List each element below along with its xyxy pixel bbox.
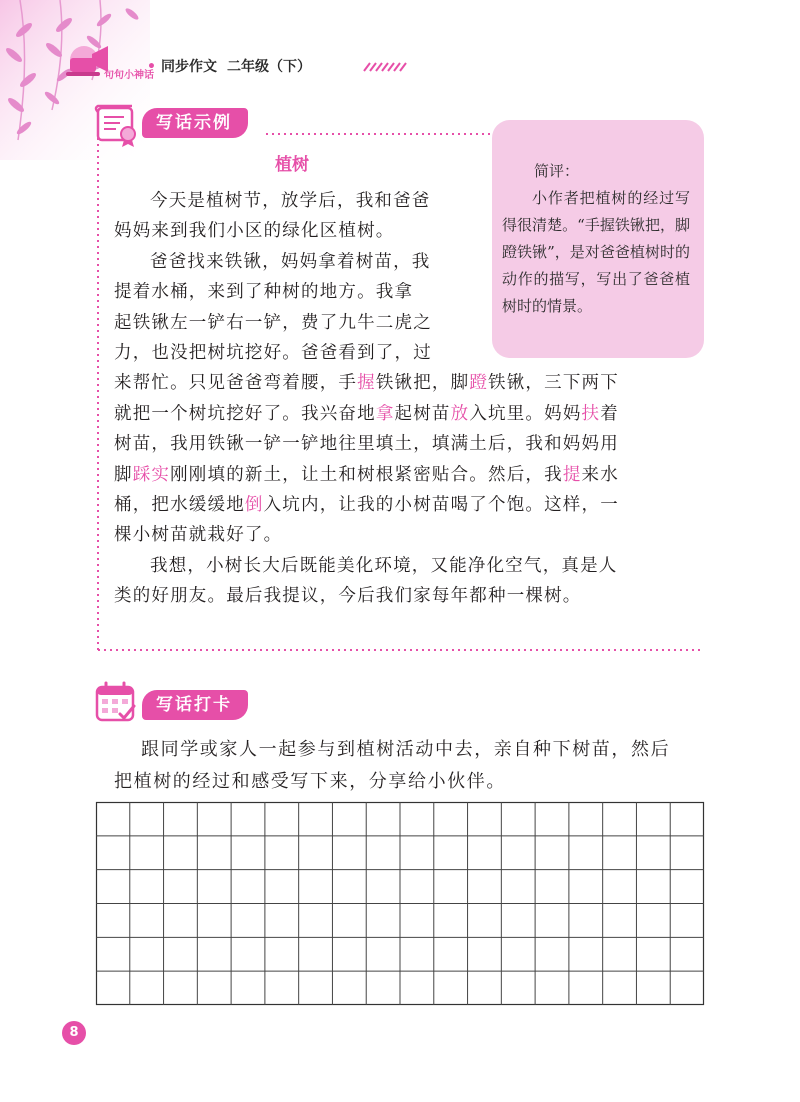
highlighted-verb: 扶 (581, 403, 601, 424)
certificate-icon (94, 104, 142, 148)
grade-label: 二年级（下） (226, 59, 311, 75)
essay-line (114, 338, 432, 368)
essay-text: 起树苗 (394, 403, 451, 424)
book-title: 同步作文 (160, 59, 217, 75)
essay-line (114, 308, 432, 338)
essay-text: 铁锹把，脚 (375, 373, 470, 394)
essay-text: 树苗，我用铁锹一铲一铲地往里填土，填满土后，我和妈妈用 (114, 434, 619, 455)
essay-text: 就把一个树坑挖好了。我兴奋地 (114, 403, 376, 424)
essay-line (114, 368, 619, 398)
essay-text: 力，也没把树坑挖好。爸爸看到了，过 (114, 343, 432, 363)
practice-section-label: 写话打卡 (142, 690, 248, 720)
highlighted-verb: 拿 (375, 403, 395, 424)
essay-text: 铁锹，三下两下 (488, 373, 619, 394)
header-text (142, 56, 311, 76)
header-dot: • (147, 59, 156, 75)
essay-line (150, 247, 431, 277)
series-logo-text: 句句小神话 (104, 70, 154, 81)
essay-line (114, 429, 619, 459)
essay-text: 来水 (581, 464, 619, 485)
essay-line (114, 216, 395, 246)
prompt-line-2: 把植树的经过和感受写下来，分享给小伙伴。 (114, 771, 506, 792)
highlighted-verb: 踩实 (132, 464, 171, 485)
highlighted-verb: 提 (562, 464, 582, 485)
page-number: 8 (62, 1021, 86, 1045)
essay-text: 类的好朋友。最后我提议，今后我们家每年都种一棵树。 (114, 586, 582, 607)
series-logo (62, 42, 154, 82)
essay-text: 脚 (114, 464, 133, 485)
essay-line (114, 399, 619, 429)
comment-body: 小作者把植树的经过写得很清楚。“手握铁锹把，脚蹬铁锹”，是对爸爸植树时的动作的描写，写出了爸爸植树时的情景。 (502, 189, 690, 315)
essay-text: 爸爸找来铁锹，妈妈拿着树苗，我 (150, 251, 431, 272)
essay-line (150, 551, 618, 581)
essay-text: 入坑内，让我的小树苗喝了个饱。这样，一 (263, 495, 619, 515)
essay-text: 着 (600, 403, 619, 424)
essay-text: 今天是植树节，放学后，我和爸爸 (150, 191, 431, 211)
essay-text: 棵小树苗就栽好了。 (114, 525, 283, 546)
highlighted-verb: 蹬 (469, 373, 489, 394)
essay-text: 提着水桶，来到了种树的地方。我拿 (114, 282, 414, 303)
essay-text: 起铁锹左一铲右一铲，费了九牛二虎之 (114, 312, 432, 333)
essay-text: 桶，把水缓缓地 (114, 495, 245, 515)
calendar-icon (94, 680, 138, 724)
highlighted-verb: 放 (450, 403, 470, 424)
essay-line (150, 186, 431, 216)
essay-text: 来帮忙。只见爸爸弯着腰，手 (114, 373, 358, 394)
comment-box (492, 120, 704, 358)
essay-text: 妈妈来到我们小区的绿化区植树。 (114, 221, 395, 242)
page-header (62, 42, 382, 84)
essay-title: 植树 (275, 155, 309, 175)
highlighted-verb: 握 (357, 373, 376, 394)
essay-text: 刚刚填的新土，让土和树根紧密贴合。然后，我 (170, 464, 563, 485)
prompt-line-1: 跟同学或家人一起参与到植树活动中去，亲自种下树苗，然后 (141, 739, 671, 760)
highlighted-verb: 倒 (244, 495, 264, 515)
comment-title: 简评： (534, 162, 580, 180)
essay-line (114, 490, 619, 520)
stripes-decoration (362, 62, 410, 72)
essay-line (114, 277, 413, 307)
essay-text: 我想，小树长大后既能美化环境，又能净化空气，真是人 (150, 555, 618, 576)
essay-line (114, 460, 619, 490)
example-section-label: 写话示例 (142, 108, 248, 138)
writing-grid[interactable] (96, 802, 704, 1005)
essay-line (114, 520, 282, 550)
essay-line (114, 581, 582, 611)
essay-text: 入坑里。妈妈 (469, 403, 582, 424)
